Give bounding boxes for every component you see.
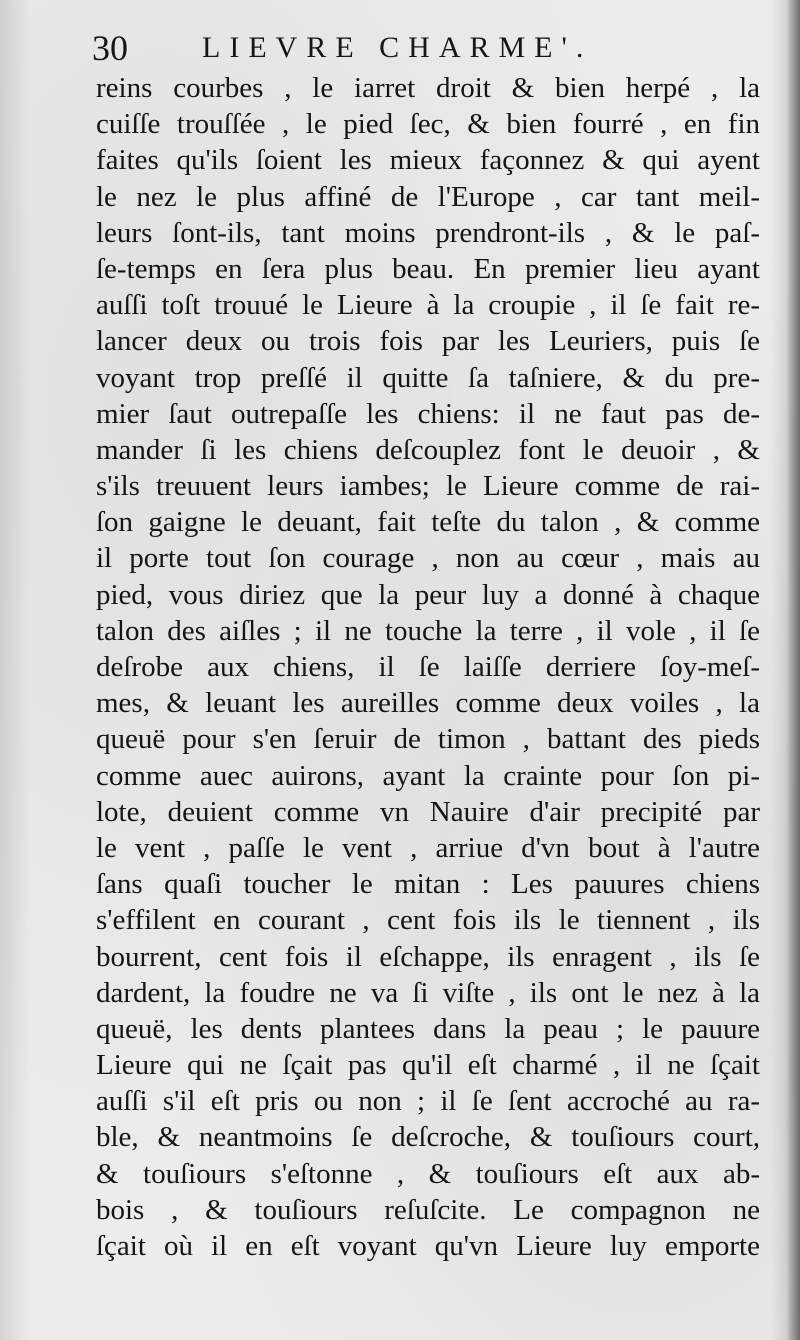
text-line: & touſiours s'eſtonne , & touſiours eſt aux ab- [96,1157,760,1190]
text-line: il porte tout ſon courage , non au cœur , mais au [96,542,760,575]
text-line: ſans quaſi toucher le mitan : Les pauures chiens [96,868,760,901]
text-line: le nez le plus affiné de l'Europe , car tant meil- [96,180,760,213]
page-header [92,26,752,70]
text-line: lote, deuient comme vn Nauire d'air precipité par [96,795,760,828]
text-line: reins courbes , le iarret droit & bien herpé , la [96,72,760,104]
running-head: LIEVRE CHARME'. [202,31,593,64]
text-line: cuiſſe trouſſée , le pied ſec, & bien fourré , en fin [96,108,760,141]
text-line: s'effilent en courant , cent fois ils le tiennent , ils [96,904,760,937]
page-edge-shadow [786,0,800,1340]
text-line: auſſi s'il eſt pris ou non ; il ſe ſent accroché au ra- [96,1085,760,1118]
text-line: mander ſi les chiens deſcouplez font le deuoir , & [96,433,760,466]
text-line: auſſi toſt trouué le Lieure à la croupie , il ſe fait re- [96,289,760,322]
text-line: Lieure qui ne ſçait pas qu'il eſt charmé , il ne ſçait [96,1049,760,1082]
text-line: ſe-temps en ſera plus beau. En premier lieu ayant [96,252,760,285]
text-line: queuë, les dents plantees dans la peau ; le pauure [96,1012,760,1045]
text-line: bourrent, cent fois il eſchappe, ils enragent , ils ſe [96,940,760,973]
text-line: dardent, la foudre ne va ſi viſte , ils ont le nez à la [96,976,760,1009]
text-line: leurs ſont-ils, tant moins prendront-ils , & le paſ- [96,216,760,249]
text-line: talon des aiſles ; il ne touche la terre , il vole , il ſe [96,614,760,647]
text-line: pied, vous diriez que la peur luy a donné à chaque [96,578,760,611]
page-number: 30 [92,28,128,68]
text-line: deſrobe aux chiens, il ſe laiſſe derriere ſoy-meſ- [96,651,760,683]
body-text [96,70,760,1264]
text-line: voyant trop preſſé il quitte ſa taſniere, & du pre- [96,361,760,394]
text-line: lancer deux ou trois fois par les Leuriers, puis ſe [96,325,760,358]
text-line: bois , & touſiours reſuſcite. Le compagnon ne [96,1193,760,1226]
text-line: comme auec auirons, ayant la crainte pour ſon pi- [96,759,760,792]
text-line: faites qu'ils ſoient les mieux façonnez & qui ayent [96,144,760,177]
text-line: ſon gaigne le deuant, fait teſte du talon , & comme [96,506,760,539]
text-line: queuë pour s'en ſeruir de timon , battant des pieds [96,723,760,756]
text-line: mes, & leuant les aureilles comme deux voiles , la [96,687,760,720]
text-line: ble, & neantmoins ſe deſcroche, & touſiours court, [96,1121,760,1154]
text-line: ſçait où il en eſt voyant qu'vn Lieure luy emporte [96,1230,760,1262]
text-line: s'ils treuuent leurs iambes; le Lieure comme de rai- [96,470,760,503]
text-line: le vent , paſſe le vent , arriue d'vn bout à l'autre [96,831,760,864]
text-line: mier ſaut outrepaſſe les chiens: il ne faut pas de- [96,397,760,430]
